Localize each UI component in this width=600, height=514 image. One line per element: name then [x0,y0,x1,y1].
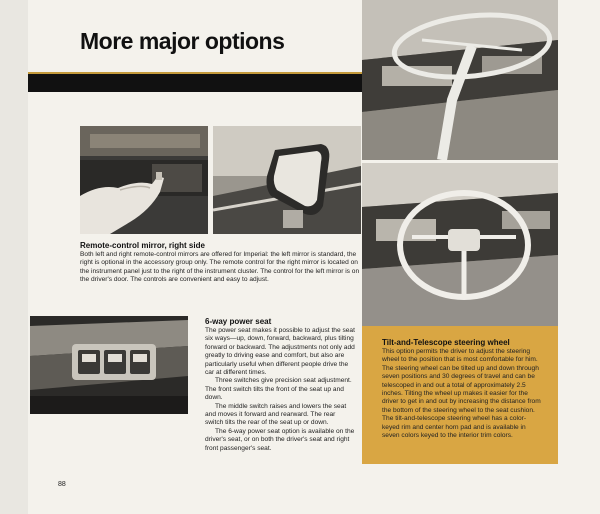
photo-steering-wheel-normal-position [362,163,558,326]
photo-mirror-control-hand [80,126,208,234]
page-title: More major options [80,28,285,54]
power-seat-paragraph-3: The middle switch raises and lowers the seat and moves it forward and rearward. The rear switch tilts the rear of the seat up or down. [205,402,347,427]
page-number: 88 [58,481,66,488]
mirror-section-body: Both left and right remote-control mirrors are offered for Imperial: the left mirror is standard, the right is optional in the accessory group only. The remote control for the right mirror is located on the instrument panel just to the right of the instrument cluster. The control for the left mirror is on the driver's door. The controls are convenient and easy to adjust. [80,251,360,284]
black-title-band [28,74,364,92]
photo-steering-wheel-tilted-up [362,0,558,160]
photo-right-side-mirror [213,126,361,234]
photo-power-seat-switches [30,316,188,414]
page-margin-strip [0,0,28,514]
power-seat-section-title: 6-way power seat [205,317,272,326]
power-seat-paragraph-2: Three switches give precision seat adjustment. The front switch tilts the front of the seat up and down. [205,377,352,402]
power-seat-section-body [205,327,355,453]
mirror-section-title: Remote-control mirror, right side [80,241,205,250]
power-seat-paragraph-1: The power seat makes it possible to adjust the seat six ways—up, down, forward, backward, plus tilting forward or backward. The adjustments not only add greatly to driving ease and comfort, but also are particularly useful when different people drive the car at different times. [205,327,355,377]
steering-section-panel [362,326,558,464]
steering-section-body: This option permits the driver to adjust the steering wheel to the position that is most comfortable for him. The steering wheel can be tilted up and down through seven positions and 30 degrees of travel and can be telescoped in and out a total of approximately 2.5 inches. Tilting the wheel up makes it easier for the driver to get in and out by increasing the distance from the bottom of the steering wheel to the seat cushion. The tilt-and-telescope steering wheel has a color-keyed rim and center horn pad and is available in seven colors keyed to the interior trim colors. [382,348,541,440]
steering-section-title: Tilt-and-Telescope steering wheel [382,338,510,347]
power-seat-paragraph-4: The 6-way power seat option is available on the driver's seat, or on both the driver's seat and right front passenger's seat. [205,427,355,452]
